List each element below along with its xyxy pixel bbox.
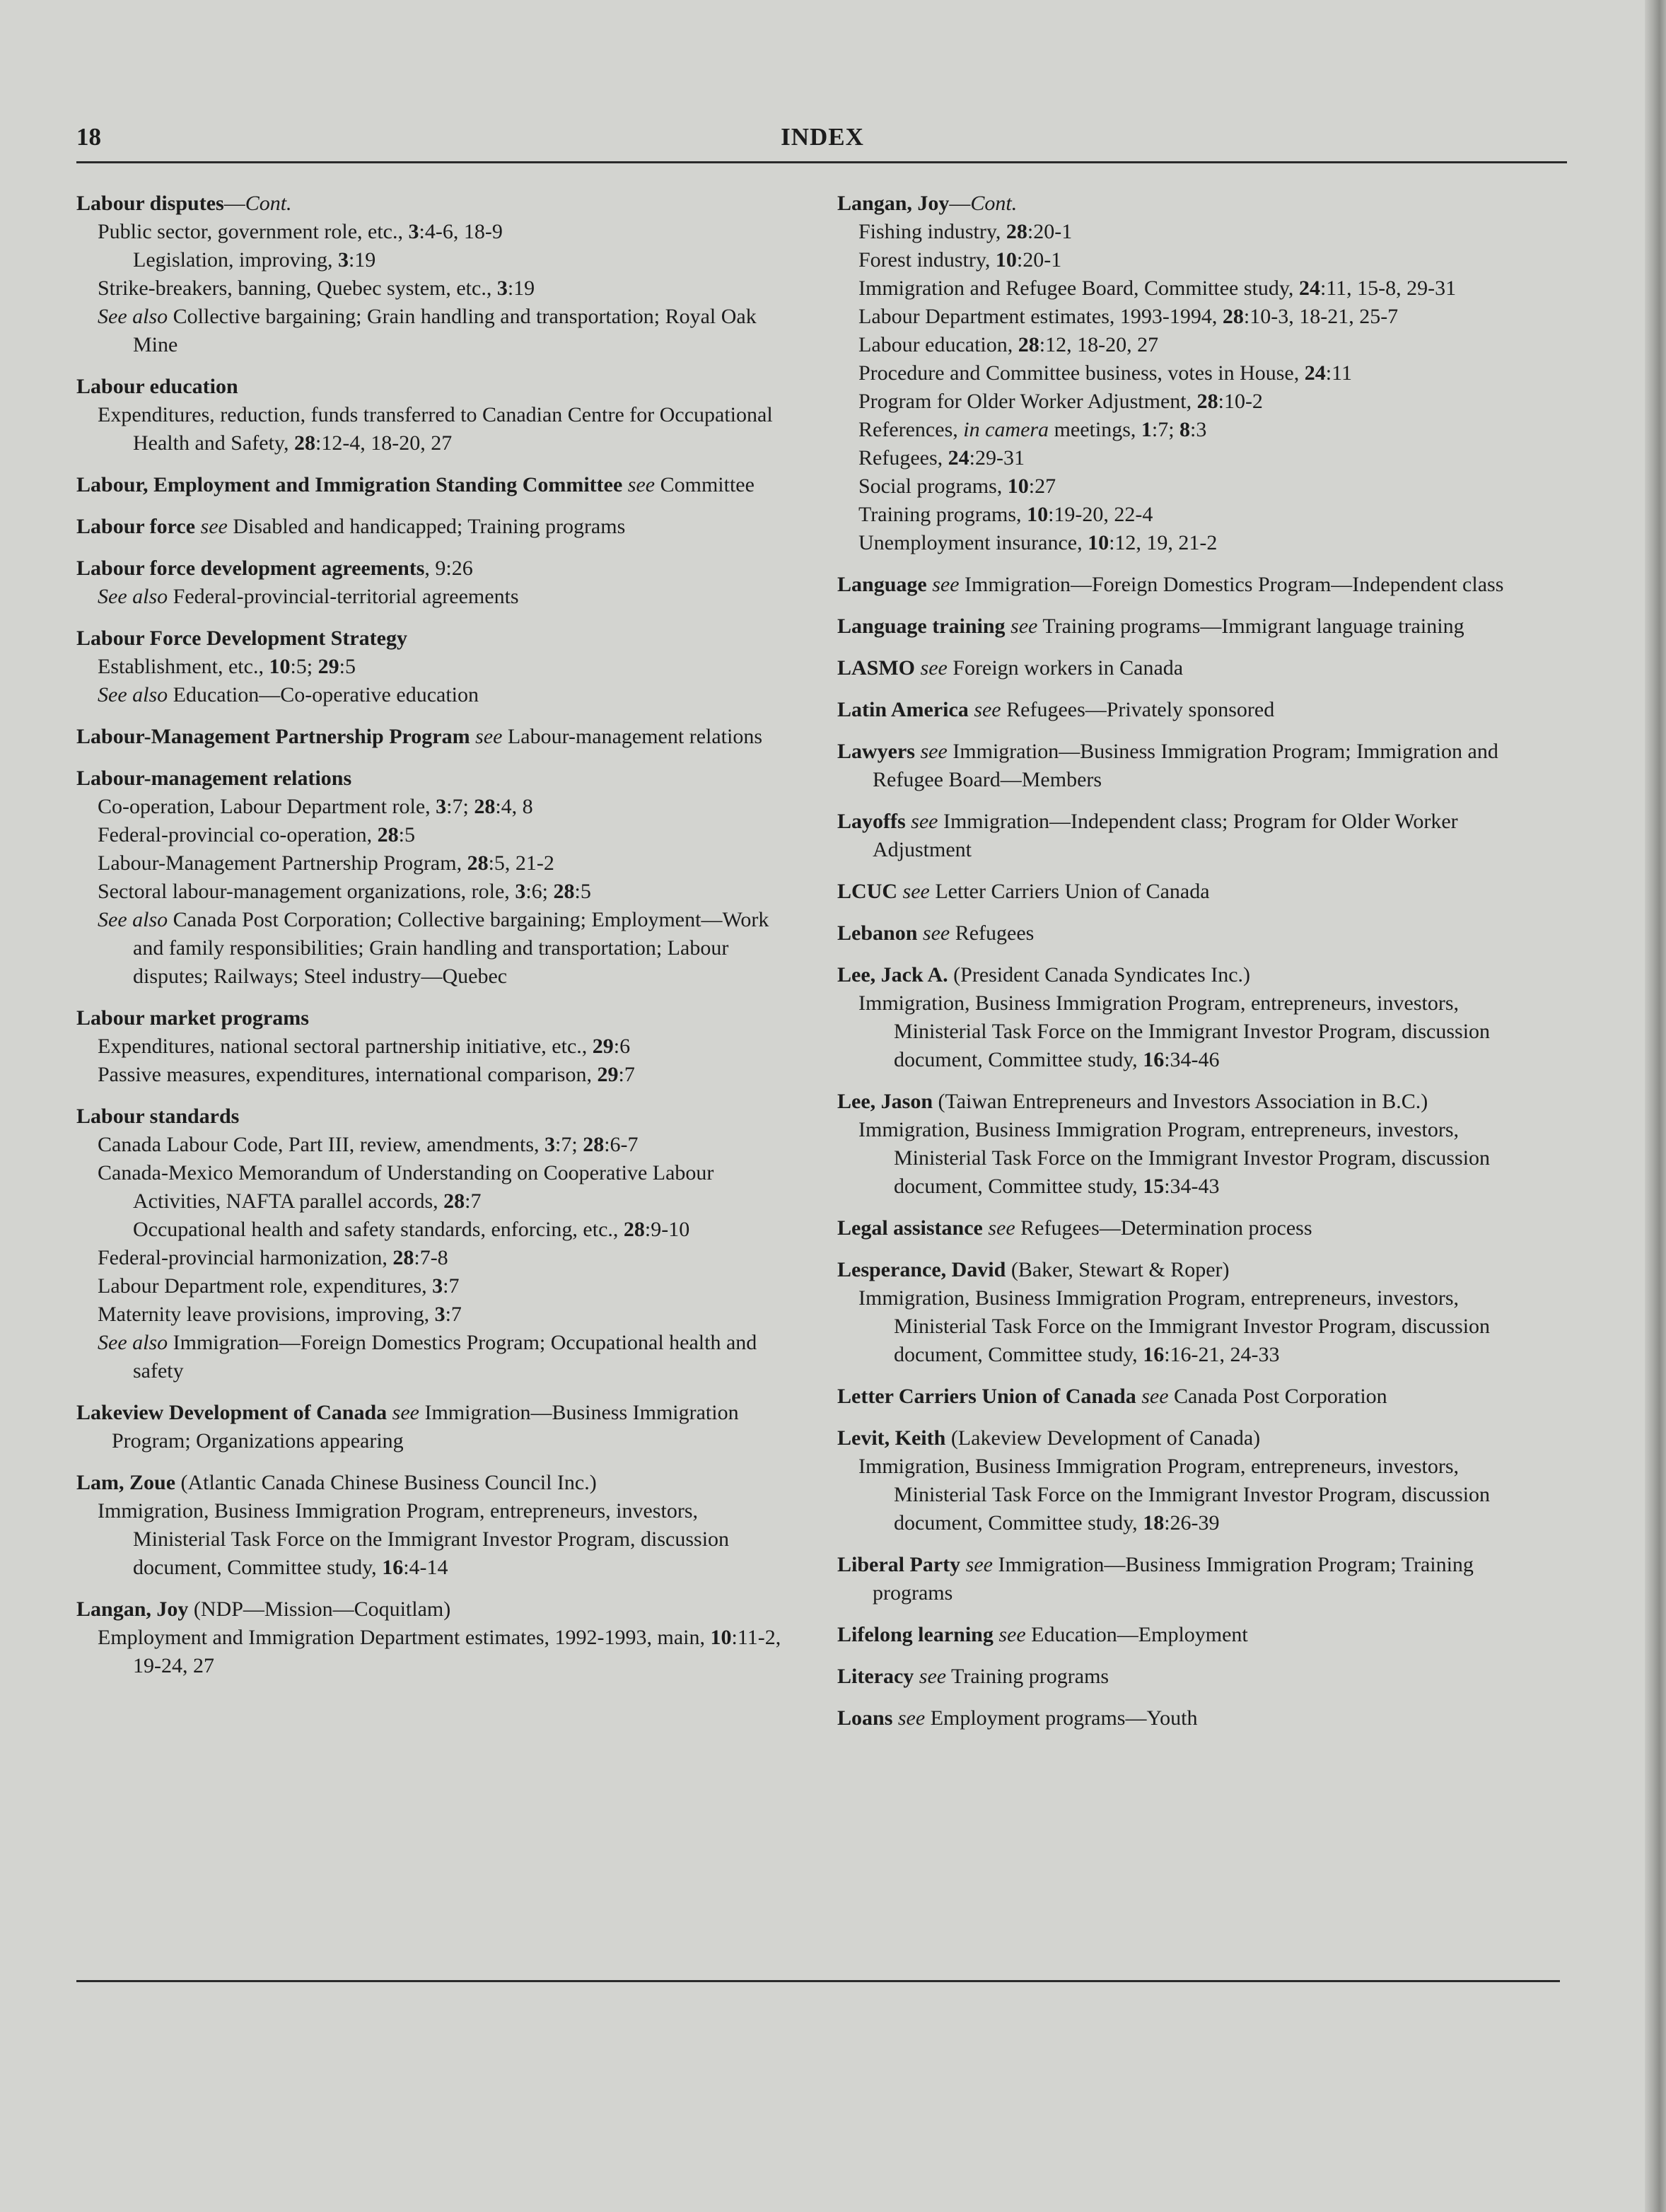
index-heading [76, 554, 791, 583]
index-entry [76, 513, 791, 541]
index-subentry: See also Canada Post Corporation; Collective bargaining; Employment—Work and family responsibilities; Grain handling and transportation; Labour disputes; Railways; Steel industry—Quebec [98, 908, 769, 988]
index-subentry: Immigration and Refugee Board, Committee study, 24:11, 15-8, 29-31 [858, 276, 1457, 300]
index-term: Latin America [837, 698, 969, 721]
index-reference: see Foreign workers in Canada [920, 656, 1184, 680]
right-column [837, 190, 1551, 1746]
index-reference: see Immigration—Business Immigration Program; Training programs [873, 1553, 1474, 1605]
header-rule [76, 161, 1567, 163]
index-subentry: Refugees, 24:29-31 [858, 446, 1025, 470]
index-reference: see Immigration—Business Immigration Program; Organizations appearing [112, 1401, 739, 1453]
index-reference: see Immigration—Independent class; Program for Older Worker Adjustment [873, 810, 1458, 861]
index-entry [76, 624, 791, 709]
left-column [76, 190, 791, 1694]
index-term: Langan, Joy [837, 192, 950, 215]
index-subentry: References, in camera meetings, 1:7; 8:3 [858, 418, 1207, 441]
index-reference: see Refugees—Determination process [988, 1216, 1312, 1240]
index-term: Labour, Employment and Immigration Standing Committee [76, 473, 623, 496]
page-header [76, 123, 1568, 157]
index-heading [837, 878, 1551, 906]
index-reference: see Training programs [919, 1665, 1109, 1688]
index-heading [76, 190, 791, 218]
index-reference: see Refugees [922, 921, 1035, 945]
index-reference: —Cont. [949, 192, 1018, 215]
index-heading [837, 1256, 1551, 1284]
index-heading [837, 919, 1551, 948]
index-subentry: Immigration, Business Immigration Program, entrepreneurs, investors, Ministerial Task Force on the Immigrant Investor Program, discussion document, Committee study, 15:34-43 [858, 1118, 1491, 1198]
index-entry [837, 1088, 1551, 1201]
index-entry [76, 764, 791, 991]
index-subentry: Immigration, Business Immigration Program, entrepreneurs, investors, Ministerial Task Force on the Immigrant Investor Program, discussion document, Committee study, 16:4-14 [98, 1499, 730, 1579]
index-entry [837, 1663, 1551, 1691]
index-term: Labour education [76, 375, 238, 398]
index-term: Labour Force Development Strategy [76, 627, 407, 650]
index-heading [837, 654, 1551, 682]
index-subentry: Unemployment insurance, 10:12, 19, 21-2 [858, 531, 1218, 554]
index-heading [837, 1704, 1551, 1733]
index-subentry: Labour-Management Partnership Program, 28:5, 21-2 [98, 851, 554, 875]
index-entry [76, 373, 791, 458]
index-entry [76, 1102, 791, 1385]
index-term: Language [837, 573, 927, 596]
index-reference: see Refugees—Privately sponsored [974, 698, 1275, 721]
index-subentry: Fishing industry, 28:20-1 [858, 220, 1073, 243]
index-term: LASMO [837, 656, 916, 680]
footer-rule [76, 1980, 1560, 1982]
index-heading [837, 961, 1551, 989]
index-entry [837, 1256, 1551, 1369]
page-number: 18 [76, 123, 101, 151]
index-heading [837, 190, 1551, 218]
index-reference: see Training programs—Immigrant language training [1010, 615, 1464, 638]
index-term: Labour disputes [76, 192, 224, 215]
index-subentry: See also Federal-provincial-territorial agreements [98, 585, 519, 608]
index-heading [76, 513, 791, 541]
index-heading [837, 1214, 1551, 1242]
index-term: Lee, Jack A. [837, 963, 948, 986]
index-subentry: Program for Older Worker Adjustment, 28:10-2 [858, 390, 1263, 413]
index-term: Loans [837, 1706, 893, 1730]
index-reference: (Lakeview Development of Canada) [945, 1426, 1261, 1450]
index-subentry: Expenditures, reduction, funds transferred to Canadian Centre for Occupational Health and Safety, 28:12-4, 18-20, 27 [98, 403, 773, 455]
index-term: Lam, Zoue [76, 1471, 176, 1494]
index-reference: see Immigration—Business Immigration Program; Immigration and Refugee Board—Members [873, 740, 1498, 791]
index-subentry: Maternity leave provisions, improving, 3:7 [98, 1303, 462, 1326]
index-term: Liberal Party [837, 1553, 961, 1576]
index-subentry: Immigration, Business Immigration Program, entrepreneurs, investors, Ministerial Task Force on the Immigrant Investor Program, discussion document, Committee study, 16:34-46 [858, 991, 1491, 1071]
index-term: Literacy [837, 1665, 914, 1688]
index-term: Lesperance, David [837, 1258, 1006, 1281]
index-heading [837, 571, 1551, 599]
index-entry [837, 1424, 1551, 1537]
index-term: Lebanon [837, 921, 918, 945]
index-entry [837, 808, 1551, 864]
index-term: Labour force development agreements [76, 557, 425, 580]
index-subentry: Labour Department estimates, 1993-1994, 28:10-3, 18-21, 25-7 [858, 305, 1399, 328]
index-heading [837, 738, 1551, 794]
index-term: LCUC [837, 880, 898, 903]
index-term: Levit, Keith [837, 1426, 946, 1450]
index-entry [837, 190, 1551, 557]
running-head: INDEX [781, 123, 864, 151]
index-subentry: Immigration, Business Immigration Program, entrepreneurs, investors, Ministerial Task Force on the Immigrant Investor Program, discussion document, Committee study, 16:16-21, 24-33 [858, 1286, 1491, 1366]
index-term: Legal assistance [837, 1216, 983, 1240]
index-entry [837, 961, 1551, 1074]
index-reference: see Labour-management relations [475, 725, 763, 748]
index-term: Layoffs [837, 810, 906, 833]
index-subentry: Sectoral labour-management organizations, role, 3:6; 28:5 [98, 880, 591, 903]
index-entry [837, 878, 1551, 906]
index-subentry: Co-operation, Labour Department role, 3:7; 28:4, 8 [98, 795, 533, 818]
index-heading [837, 1424, 1551, 1453]
index-entry [76, 1004, 791, 1089]
index-heading [837, 1088, 1551, 1116]
index-subentry: Public sector, government role, etc., 3:4-6, 18-9 [98, 220, 503, 243]
index-subentry: Social programs, 10:27 [858, 475, 1056, 498]
index-entry [837, 1621, 1551, 1649]
index-term: Labour market programs [76, 1006, 309, 1030]
index-heading [76, 1004, 791, 1032]
index-subentry: Passive measures, expenditures, international comparison, 29:7 [98, 1063, 635, 1086]
index-reference: (Taiwan Entrepreneurs and Investors Association in B.C.) [933, 1090, 1428, 1113]
index-term: Labour-Management Partnership Program [76, 725, 470, 748]
index-reference: see Canada Post Corporation [1141, 1385, 1387, 1408]
index-subsubentry: Legislation, improving, 3:19 [133, 248, 376, 272]
index-reference: see Letter Carriers Union of Canada [902, 880, 1210, 903]
index-heading [76, 1102, 791, 1131]
index-heading [76, 764, 791, 793]
index-subentry: Procedure and Committee business, votes in House, 24:11 [858, 361, 1352, 385]
index-term: Langan, Joy [76, 1597, 189, 1621]
index-reference: (President Canada Syndicates Inc.) [948, 963, 1251, 986]
index-reference: (Baker, Stewart & Roper) [1006, 1258, 1230, 1281]
index-heading [76, 723, 791, 751]
index-entry [837, 696, 1551, 724]
index-entry [837, 1214, 1551, 1242]
index-heading [837, 808, 1551, 864]
index-term: Labour force [76, 515, 196, 538]
index-heading [837, 1551, 1551, 1607]
index-term: Labour standards [76, 1105, 240, 1128]
index-subentry: See also Immigration—Foreign Domestics Program; Occupational health and safety [98, 1331, 757, 1382]
index-entry [837, 1382, 1551, 1411]
index-entry [76, 554, 791, 611]
index-subentry: See also Education—Co-operative education [98, 683, 479, 706]
index-reference: (NDP—Mission—Coquitlam) [188, 1597, 451, 1621]
index-heading [76, 1469, 791, 1497]
index-heading [76, 624, 791, 653]
index-subentry: Federal-provincial co-operation, 28:5 [98, 823, 416, 846]
index-term: Labour-management relations [76, 767, 352, 790]
index-heading [837, 612, 1551, 641]
index-heading [76, 471, 791, 499]
index-entry [837, 654, 1551, 682]
index-entry [76, 723, 791, 751]
index-subentry: Canada Labour Code, Part III, review, amendments, 3:7; 28:6-7 [98, 1133, 639, 1156]
index-heading [76, 1399, 791, 1455]
index-heading [837, 1621, 1551, 1649]
index-heading [837, 696, 1551, 724]
index-term: Lee, Jason [837, 1090, 933, 1113]
index-entry [76, 1595, 791, 1680]
index-entry [837, 612, 1551, 641]
index-entry [837, 919, 1551, 948]
index-subentry: Establishment, etc., 10:5; 29:5 [98, 655, 356, 678]
index-subentry: Labour Department role, expenditures, 3:7 [98, 1274, 460, 1298]
index-entry [76, 190, 791, 359]
index-entry [76, 471, 791, 499]
index-subentry: Employment and Immigration Department estimates, 1992-1993, main, 10:11-2, 19-24, 27 [98, 1626, 781, 1677]
index-term: Lakeview Development of Canada [76, 1401, 388, 1424]
index-entry [837, 738, 1551, 794]
index-subentry: Training programs, 10:19-20, 22-4 [858, 503, 1153, 526]
index-reference: —Cont. [223, 192, 292, 215]
index-entry [837, 1551, 1551, 1607]
index-subentry: See also Collective bargaining; Grain handling and transportation; Royal Oak Mine [98, 305, 757, 356]
index-entry [76, 1399, 791, 1455]
index-subentry: Strike-breakers, banning, Quebec system, etc., 3:19 [98, 276, 535, 300]
index-reference: see Immigration—Foreign Domestics Program—Independent class [932, 573, 1504, 596]
index-subentry: Immigration, Business Immigration Program, entrepreneurs, investors, Ministerial Task Force on the Immigrant Investor Program, discussion document, Committee study, 18:26-39 [858, 1455, 1491, 1535]
page-spine-shadow [1645, 0, 1666, 2212]
index-reference: (Atlantic Canada Chinese Business Council Inc.) [175, 1471, 597, 1494]
index-term: Lawyers [837, 740, 915, 763]
index-heading [76, 1595, 791, 1624]
index-subentry: Canada-Mexico Memorandum of Understanding on Cooperative Labour Activities, NAFTA parallel accords, 28:7 [98, 1161, 714, 1213]
index-subentry: Federal-provincial harmonization, 28:7-8 [98, 1246, 448, 1269]
index-term: Lifelong learning [837, 1623, 994, 1646]
index-reference: see Committee [627, 473, 755, 496]
index-heading [837, 1663, 1551, 1691]
index-heading [76, 373, 791, 401]
index-page [76, 113, 1568, 2022]
index-term: Letter Carriers Union of Canada [837, 1385, 1136, 1408]
index-subentry: Labour education, 28:12, 18-20, 27 [858, 333, 1159, 356]
index-reference: , 9:26 [424, 557, 473, 580]
index-subentry: Forest industry, 10:20-1 [858, 248, 1062, 272]
index-entry [837, 571, 1551, 599]
index-heading [837, 1382, 1551, 1411]
index-entry [837, 1704, 1551, 1733]
index-subentry: Expenditures, national sectoral partnership initiative, etc., 29:6 [98, 1035, 631, 1058]
index-subsubentry: Occupational health and safety standards, enforcing, etc., 28:9-10 [133, 1218, 690, 1241]
index-entry [76, 1469, 791, 1582]
index-term: Language training [837, 615, 1006, 638]
index-reference: see Education—Employment [998, 1623, 1248, 1646]
index-reference: see Disabled and handicapped; Training programs [200, 515, 626, 538]
index-reference: see Employment programs—Youth [897, 1706, 1198, 1730]
